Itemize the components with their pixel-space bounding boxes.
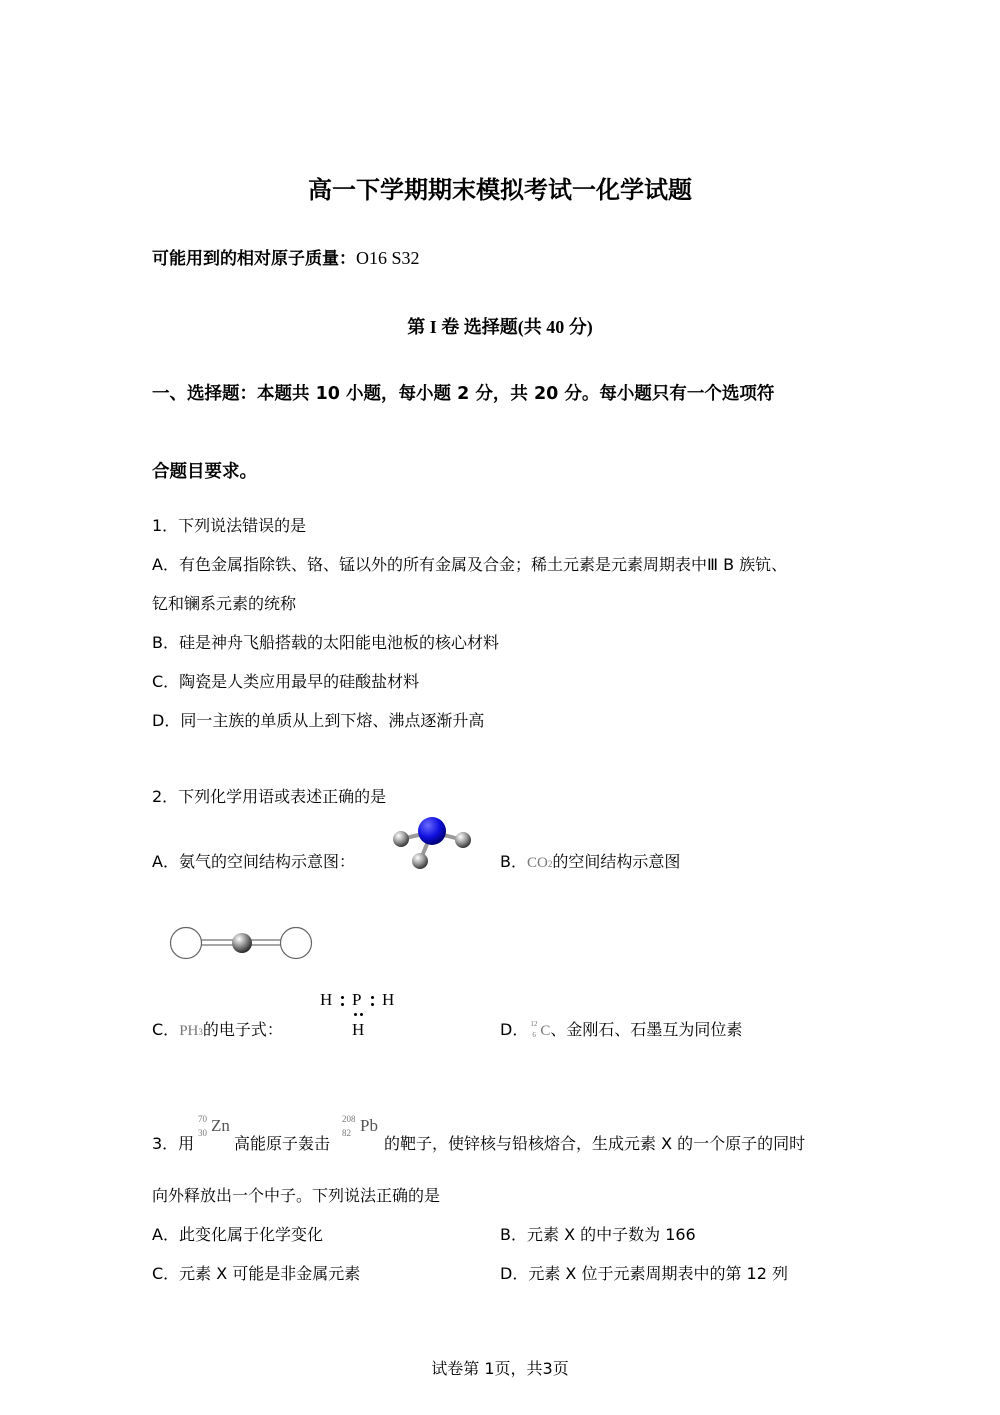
q3-prefix: 3．用 [152,1134,195,1153]
zn-symbol: Zn [211,1116,230,1135]
q3-option-a: A．此变化属于化学变化 [152,1225,323,1244]
lewis-dot [371,996,374,999]
q3-option-d: D．元素 X 位于元素周期表中的第 12 列 [500,1264,788,1283]
ph3-formula: PH [179,1023,199,1039]
q2-b-prefix: B． [500,852,527,871]
lewis-dot [354,1013,357,1016]
q2-c-prefix: C． [152,1020,180,1039]
ph3-electron-formula [318,986,400,1044]
volume-heading: 第 I 卷 选择题(共 40 分) [407,317,593,337]
lewis-dot [371,1003,374,1006]
q3-option-b: B．元素 X 的中子数为 166 [500,1225,696,1244]
lewis-dot [360,1013,363,1016]
q2-stem: 2．下列化学用语或表述正确的是 [152,787,387,806]
q3-stem-line2: 向外释放出一个中子。下列说法正确的是 [152,1186,441,1205]
atomic-mass-line [152,244,420,269]
q1-option-a-line1: A．有色金属指除铁、铬、锰以外的所有金属及合金；稀土元素是元素周期表中Ⅲ B 族钪、 [152,555,788,574]
q2-c-suffix: 的电子式： [202,1020,283,1039]
pb-atomic-number: 82 [342,1128,351,1138]
q1-option-b: B．硅是神舟飞船搭载的太阳能电池板的核心材料 [152,633,499,652]
q1-stem: 1．下列说法错误的是 [152,516,307,535]
q1-option-d: D．同一主族的单质从上到下熔、沸点逐渐升高 [152,711,485,730]
zn-mass-number: 70 [198,1114,207,1124]
lewis-h-bottom: H [352,1020,365,1039]
ammonia-structure-image [386,812,478,874]
zn-nuclide [196,1112,236,1152]
pb-nuclide [340,1112,384,1152]
q3-option-c: C．元素 X 可能是非金属元素 [152,1264,361,1283]
co2-structure-image [168,926,316,960]
ph3-subscript: 3 [198,1027,203,1037]
c12-mass-number: 12 [530,1019,538,1028]
page-footer: 试卷第 1页，共3页 [431,1359,569,1378]
lewis-p: P [352,990,362,1009]
atomic-mass-label: 可能用到的相对原子质量： [152,249,356,269]
page-title: 高一下学期期末模拟考试一化学试题 [308,176,692,204]
q2-option-b [500,849,680,872]
c12-symbol: C [540,1023,551,1039]
q2-d-prefix: D． [500,1020,529,1039]
lewis-dot [341,996,344,999]
c12-nuclide-indices [528,1019,540,1039]
section-heading-line1: 一、选择题：本题共 10 小题，每小题 2 分，共 20 分。每小题只有一个选项符 [152,384,775,404]
lewis-dot [341,1003,344,1006]
lewis-h-right: H [382,990,395,1009]
q2-option-a: A．氨气的空间结构示意图： [152,852,355,871]
pb-mass-number: 208 [342,1114,356,1124]
lewis-h-left: H [320,990,333,1009]
pb-symbol: Pb [360,1116,378,1135]
q3-middle: 高能原子轰击 [234,1134,331,1153]
q2-option-d [500,1017,742,1040]
q2-option-c [152,1017,283,1040]
atomic-mass-values: O16 S32 [356,248,420,268]
c12-atomic-number: 6 [532,1030,536,1039]
zn-atomic-number: 30 [198,1128,207,1138]
q3-suffix: 的靶子，使锌核与铅核熔合，生成元素 X 的一个原子的同时 [384,1134,806,1153]
co2-subscript: 2 [547,859,553,869]
section-heading-line2: 合题目要求。 [152,462,257,482]
q2-b-suffix: 的空间结构示意图 [552,852,681,871]
q1-option-a-line2: 钇和镧系元素的统称 [152,594,297,613]
co2-formula: CO [526,855,548,871]
q1-option-c: C．陶瓷是人类应用最早的硅酸盐材料 [152,672,420,691]
q2-d-suffix: 、金刚石、石墨互为同位素 [550,1020,743,1039]
